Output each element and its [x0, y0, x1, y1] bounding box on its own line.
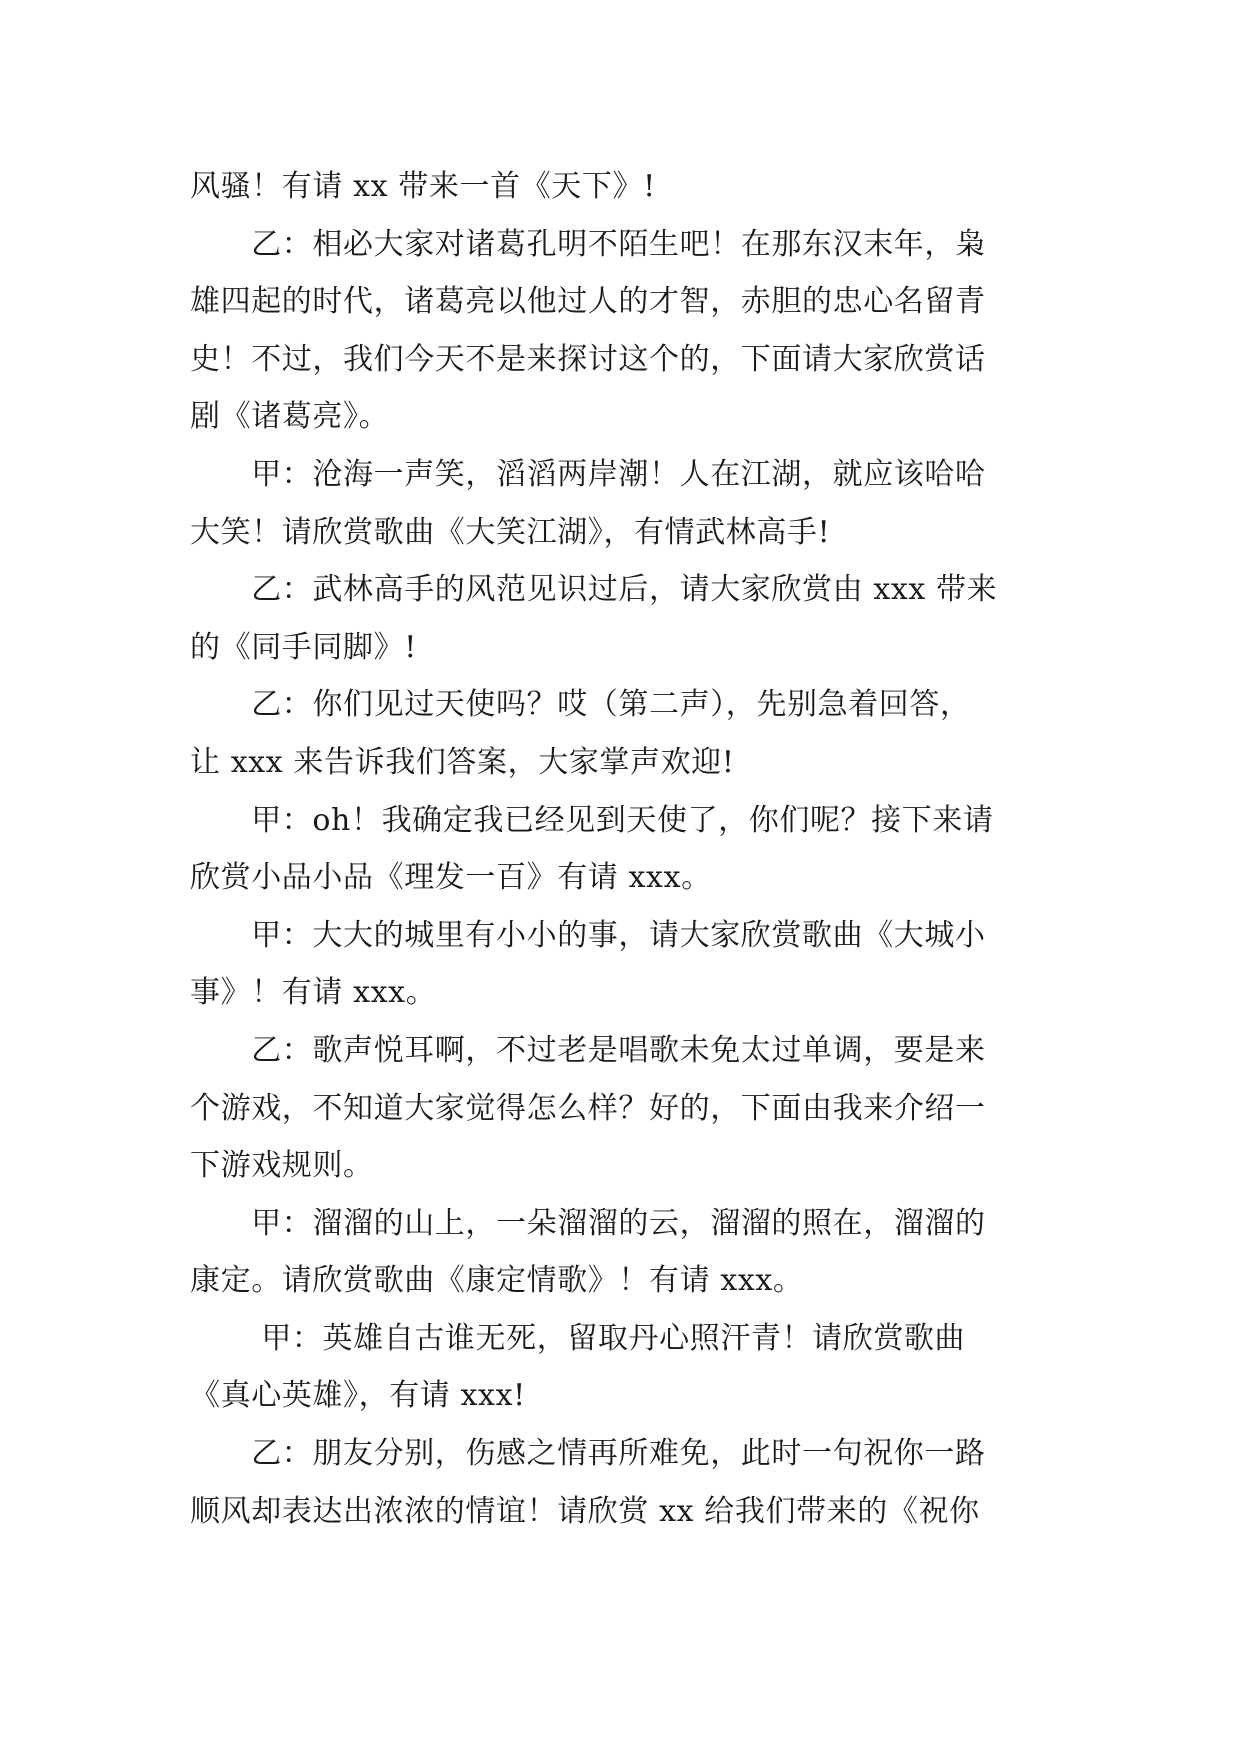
- text-line: 剧《诸葛亮》。: [190, 399, 390, 435]
- text-line: 《真心英雄》，有请 xxx!: [190, 1378, 526, 1414]
- text-line: 乙：武林高手的风范见识过后，请大家欣赏由 xxx 带来: [190, 572, 998, 608]
- text-line: 雄四起的时代，诸葛亮以他过人的才智，赤胆的忠心名留青: [190, 284, 986, 320]
- text-line: 大笑！请欣赏歌曲《大笑江湖》，有情武林高手!: [190, 514, 831, 550]
- text-line: 个游戏，不知道大家觉得怎么样？好的，下面由我来介绍一: [190, 1090, 986, 1126]
- text-line: 乙：歌声悦耳啊，不过老是唱歌未免太过单调，要是来: [190, 1032, 986, 1068]
- text-line: 甲：oh！我确定我已经见到天使了，你们呢？接下来请: [190, 802, 994, 838]
- text-line: 顺风却表达出浓浓的情谊！请欣赏 xx 给我们带来的《祝你: [190, 1493, 980, 1529]
- text-line: 史！不过，我们今天不是来探讨这个的，下面请大家欣赏话: [190, 341, 986, 377]
- text-line: 让 xxx 来告诉我们答案，大家掌声欢迎!: [190, 744, 735, 780]
- text-line: 甲：英雄自古谁无死，留取丹心照汗青！请欣赏歌曲: [190, 1320, 966, 1356]
- text-line: 欣赏小品小品《理发一百》有请 xxx。: [190, 860, 712, 896]
- text-line: 康定。请欣赏歌曲《康定情歌》！有请 xxx。: [190, 1263, 804, 1299]
- text-line: 下游戏规则。: [190, 1148, 374, 1184]
- text-line: 乙：朋友分别，伤感之情再所难免，此时一句祝你一路: [190, 1436, 986, 1472]
- text-line: 甲：溜溜的山上，一朵溜溜的云，溜溜的照在，溜溜的: [190, 1205, 986, 1241]
- text-line: 甲：大大的城里有小小的事，请大家欣赏歌曲《大城小: [190, 917, 986, 953]
- text-line: 风骚！有请 xx 带来一首《天下》!: [190, 169, 656, 204]
- text-line: 事》！有请 xxx。: [190, 975, 437, 1011]
- text-line: 乙：你们见过天使吗？哎（第二声），先别急着回答，: [190, 687, 971, 723]
- document-body: [190, 158, 1058, 1540]
- text-line: 甲：沧海一声笑，滔滔两岸潮！人在江湖，就应该哈哈: [190, 456, 986, 492]
- text-line: 的《同手同脚》!: [190, 629, 417, 665]
- text-line: 乙：相必大家对诸葛孔明不陌生吧！在那东汉末年，枭: [190, 226, 986, 262]
